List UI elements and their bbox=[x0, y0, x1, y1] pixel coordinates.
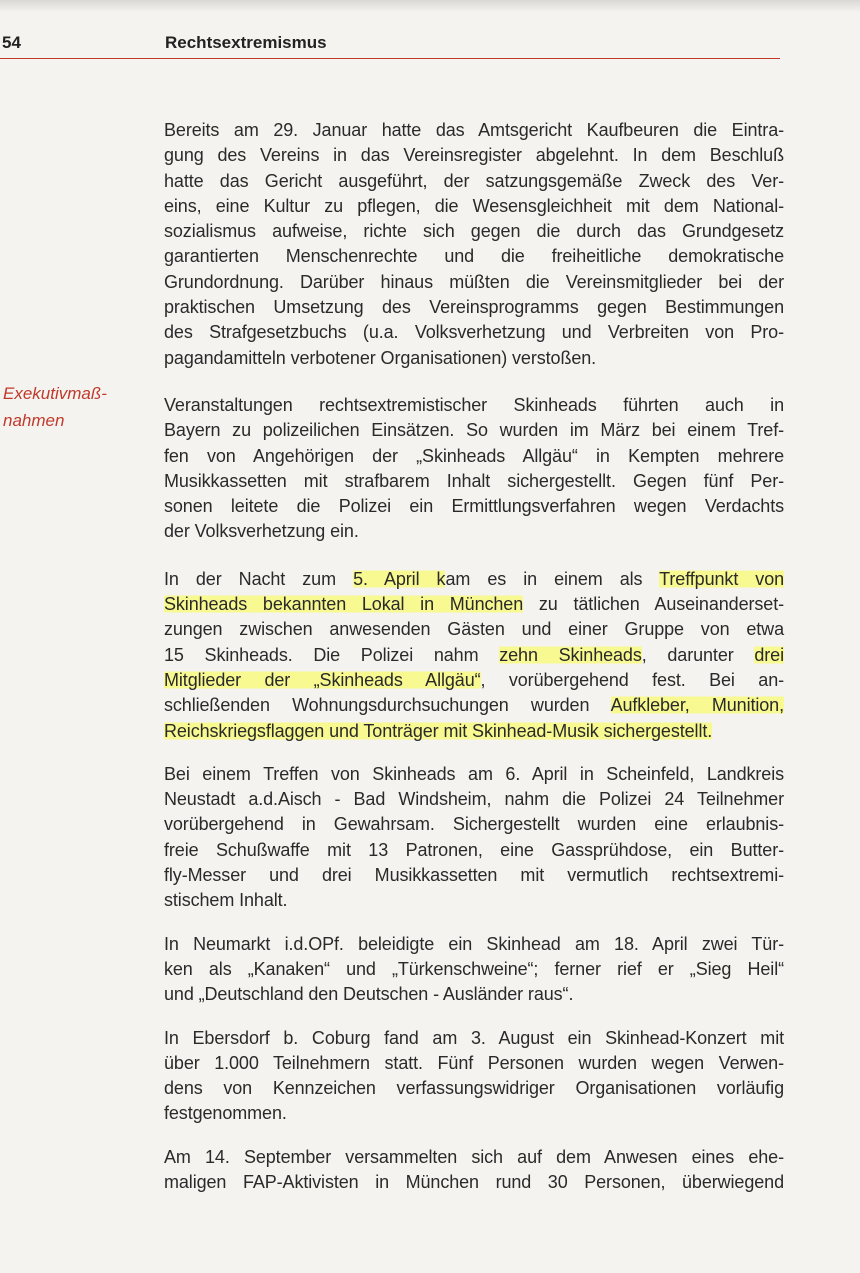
text-line: schließenden Wohnungsdurchsuchungen wurden Aufkleber, Munition, bbox=[164, 695, 784, 716]
text-line: ken als „Kanaken“ und „Türkenschweine“; ferner rief er „Sieg Heil“ bbox=[164, 958, 784, 979]
paragraph-1 bbox=[164, 118, 784, 371]
header-rule bbox=[0, 58, 780, 59]
text-line: Mitglieder der „Skinheads Allgäu“, vorübergehend fest. Bei an- bbox=[164, 669, 784, 690]
highlight-mark: drei bbox=[754, 644, 784, 665]
highlight-mark: Mitglieder der „Skinheads Allgäu“ bbox=[164, 669, 481, 690]
text-line: stischem Inhalt. bbox=[164, 890, 288, 911]
text-line: In Ebersdorf b. Coburg fand am 3. August ein Skinhead-Konzert mit bbox=[164, 1027, 784, 1048]
text-line: In Neumarkt i.d.OPf. beleidigte ein Skinhead am 18. April zwei Tür- bbox=[164, 933, 784, 954]
text-line: Grundordnung. Darüber hinaus müßten die Vereinsmitglieder bei der bbox=[164, 271, 784, 292]
paragraph-3 bbox=[164, 567, 784, 744]
highlight-mark: Treffpunkt von bbox=[659, 568, 785, 589]
text-line: maligen FAP-Aktivisten in München rund 30 Personen, überwiegend bbox=[164, 1171, 784, 1192]
text-line: Neustadt a.d.Aisch - Bad Windsheim, nahm die Polizei 24 Teilnehmer bbox=[164, 789, 784, 810]
page-header bbox=[0, 30, 780, 60]
paragraph-4 bbox=[164, 762, 784, 914]
text-line: hatte das Gericht ausgeführt, der satzungsgemäße Zweck des Ver- bbox=[164, 170, 784, 191]
text-line: fly-Messer und drei Musikkassetten mit vermutlich rechtsextremi- bbox=[164, 865, 784, 886]
text-line: Musikkassetten mit strafbarem Inhalt sichergestellt. Gegen fünf Per- bbox=[164, 470, 784, 491]
text-line: und „Deutschland den Deutschen - Ausländer raus“. bbox=[164, 984, 574, 1005]
body-text bbox=[164, 118, 784, 1213]
text-line: garantierten Menschenrechte und die freiheitliche demokratische bbox=[164, 246, 784, 267]
text-line: vorübergehend in Gewahrsam. Sichergestellt wurden eine erlaubnis- bbox=[164, 814, 784, 835]
page-top-edge bbox=[0, 0, 860, 12]
highlight-mark: 5. April k bbox=[353, 568, 446, 589]
paragraph-7 bbox=[164, 1145, 784, 1196]
text-line: praktischen Umsetzung des Vereinsprogramms gegen Bestimmungen bbox=[164, 297, 784, 318]
text-line: sonen leitete die Polizei ein Ermittlungsverfahren wegen Verdachts bbox=[164, 496, 784, 517]
text-line: der Volksverhetzung ein. bbox=[164, 521, 359, 542]
text-line: freie Schußwaffe mit 13 Patronen, eine Gassprühdose, ein Butter- bbox=[164, 839, 784, 860]
paragraph-2 bbox=[164, 393, 784, 545]
text-line: des Strafgesetzbuchs (u.a. Volksverhetzung und Verbreiten von Pro- bbox=[164, 322, 784, 343]
text-line: über 1.000 Teilnehmern statt. Fünf Personen wurden wegen Verwen- bbox=[164, 1052, 784, 1073]
highlight-mark: Reichskriegsflaggen und Tonträger mit Skinhead-Musik sichergestellt. bbox=[164, 720, 713, 741]
text-line: zungen zwischen anwesenden Gästen und einer Gruppe von etwa bbox=[164, 619, 784, 640]
margin-note-line: Exekutivmaß- bbox=[3, 384, 107, 403]
text-line: pagandamitteln verbotener Organisationen) verstoßen. bbox=[164, 347, 597, 368]
running-title: Rechtsextremismus bbox=[165, 33, 327, 52]
text-line: In der Nacht zum 5. April kam es in einem als Treffpunkt von bbox=[164, 568, 785, 589]
paragraph-6 bbox=[164, 1026, 784, 1127]
highlight-mark: zehn Skinheads bbox=[499, 644, 642, 665]
text-line: fen von Angehörigen der „Skinheads Allgäu“ in Kempten mehrere bbox=[164, 445, 784, 466]
text-line: gung des Vereins in das Vereinsregister abgelehnt. In dem Beschluß bbox=[164, 145, 784, 166]
text-line: 15 Skinheads. Die Polizei nahm zehn Skinheads, darunter drei bbox=[164, 644, 784, 665]
page-number: 54 bbox=[2, 33, 21, 52]
highlight-mark: Skinheads bekannten Lokal in München bbox=[164, 594, 524, 615]
highlight-mark: Aufkleber, Munition, bbox=[610, 695, 784, 716]
text-line: festgenommen. bbox=[164, 1103, 287, 1124]
text-line: Veranstaltungen rechtsextremistischer Skinheads führten auch in bbox=[164, 394, 784, 415]
text-line: Am 14. September versammelten sich auf dem Anwesen eines ehe- bbox=[164, 1146, 784, 1167]
paragraph-5 bbox=[164, 932, 784, 1008]
text-line bbox=[164, 719, 784, 744]
margin-note-line: nahmen bbox=[3, 411, 65, 430]
text-line: Bei einem Treffen von Skinheads am 6. April in Scheinfeld, Landkreis bbox=[164, 763, 784, 784]
text-line: Bereits am 29. Januar hatte das Amtsgericht Kaufbeuren die Eintra- bbox=[164, 120, 784, 140]
text-line: eins, eine Kultur zu pflegen, die Wesensgleichheit mit dem National- bbox=[164, 195, 784, 216]
text-line: Bayern zu polizeilichen Einsätzen. So wurden im März bei einem Tref- bbox=[164, 420, 784, 441]
text-line: dens von Kennzeichen verfassungswidriger Organisationen vorläufig bbox=[164, 1078, 784, 1099]
text-line: Skinheads bekannten Lokal in München zu tätlichen Auseinanderset- bbox=[164, 594, 784, 615]
margin-note bbox=[3, 380, 143, 434]
text-line: sozialismus aufweise, richte sich gegen die durch das Grundgesetz bbox=[164, 221, 784, 242]
